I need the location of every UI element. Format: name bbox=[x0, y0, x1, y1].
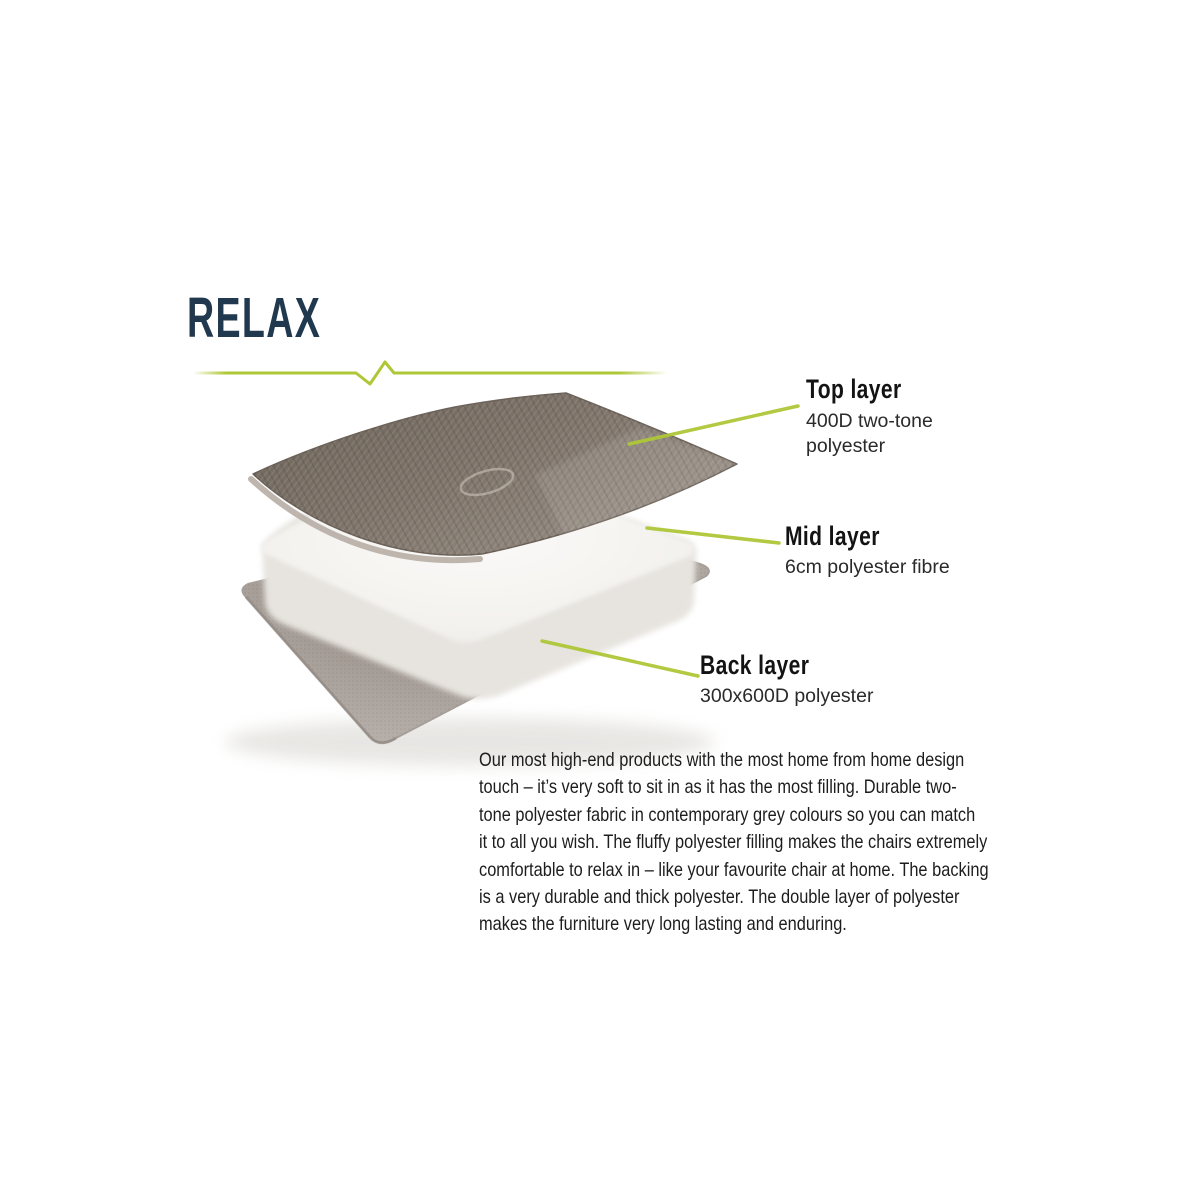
description-line: it to all you wish. The fluffy polyester filling makes the chairs extremely bbox=[479, 831, 988, 854]
description-line: touch – it’s very soft to sit in as it has the most filling. Durable two- bbox=[479, 776, 957, 799]
mid-layer-label: Mid layer bbox=[785, 521, 880, 551]
back-layer-label: Back layer bbox=[700, 650, 810, 680]
top-layer-label: Top layer bbox=[806, 374, 902, 404]
page-title: RELAX bbox=[187, 286, 322, 350]
mid-layer-description: 6cm polyester fibre bbox=[785, 556, 950, 578]
pulse-line bbox=[193, 362, 667, 384]
top-layer-description: 400D two-tone polyester bbox=[806, 410, 933, 457]
description-line: makes the furniture very long lasting and enduring. bbox=[479, 913, 847, 936]
back-layer-description: 300x600D polyester bbox=[700, 685, 874, 707]
description-line: is a very durable and thick polyester. The double layer of polyester bbox=[479, 886, 960, 909]
callout-line-top bbox=[629, 406, 798, 444]
description-line: comfortable to relax in – like your favourite chair at home. The backing bbox=[479, 858, 989, 881]
description-line: tone polyester fabric in contemporary grey colours so you can match bbox=[479, 803, 976, 826]
product-description bbox=[479, 747, 989, 939]
description-line: Our most high-end products with the most home from home design bbox=[479, 749, 965, 771]
